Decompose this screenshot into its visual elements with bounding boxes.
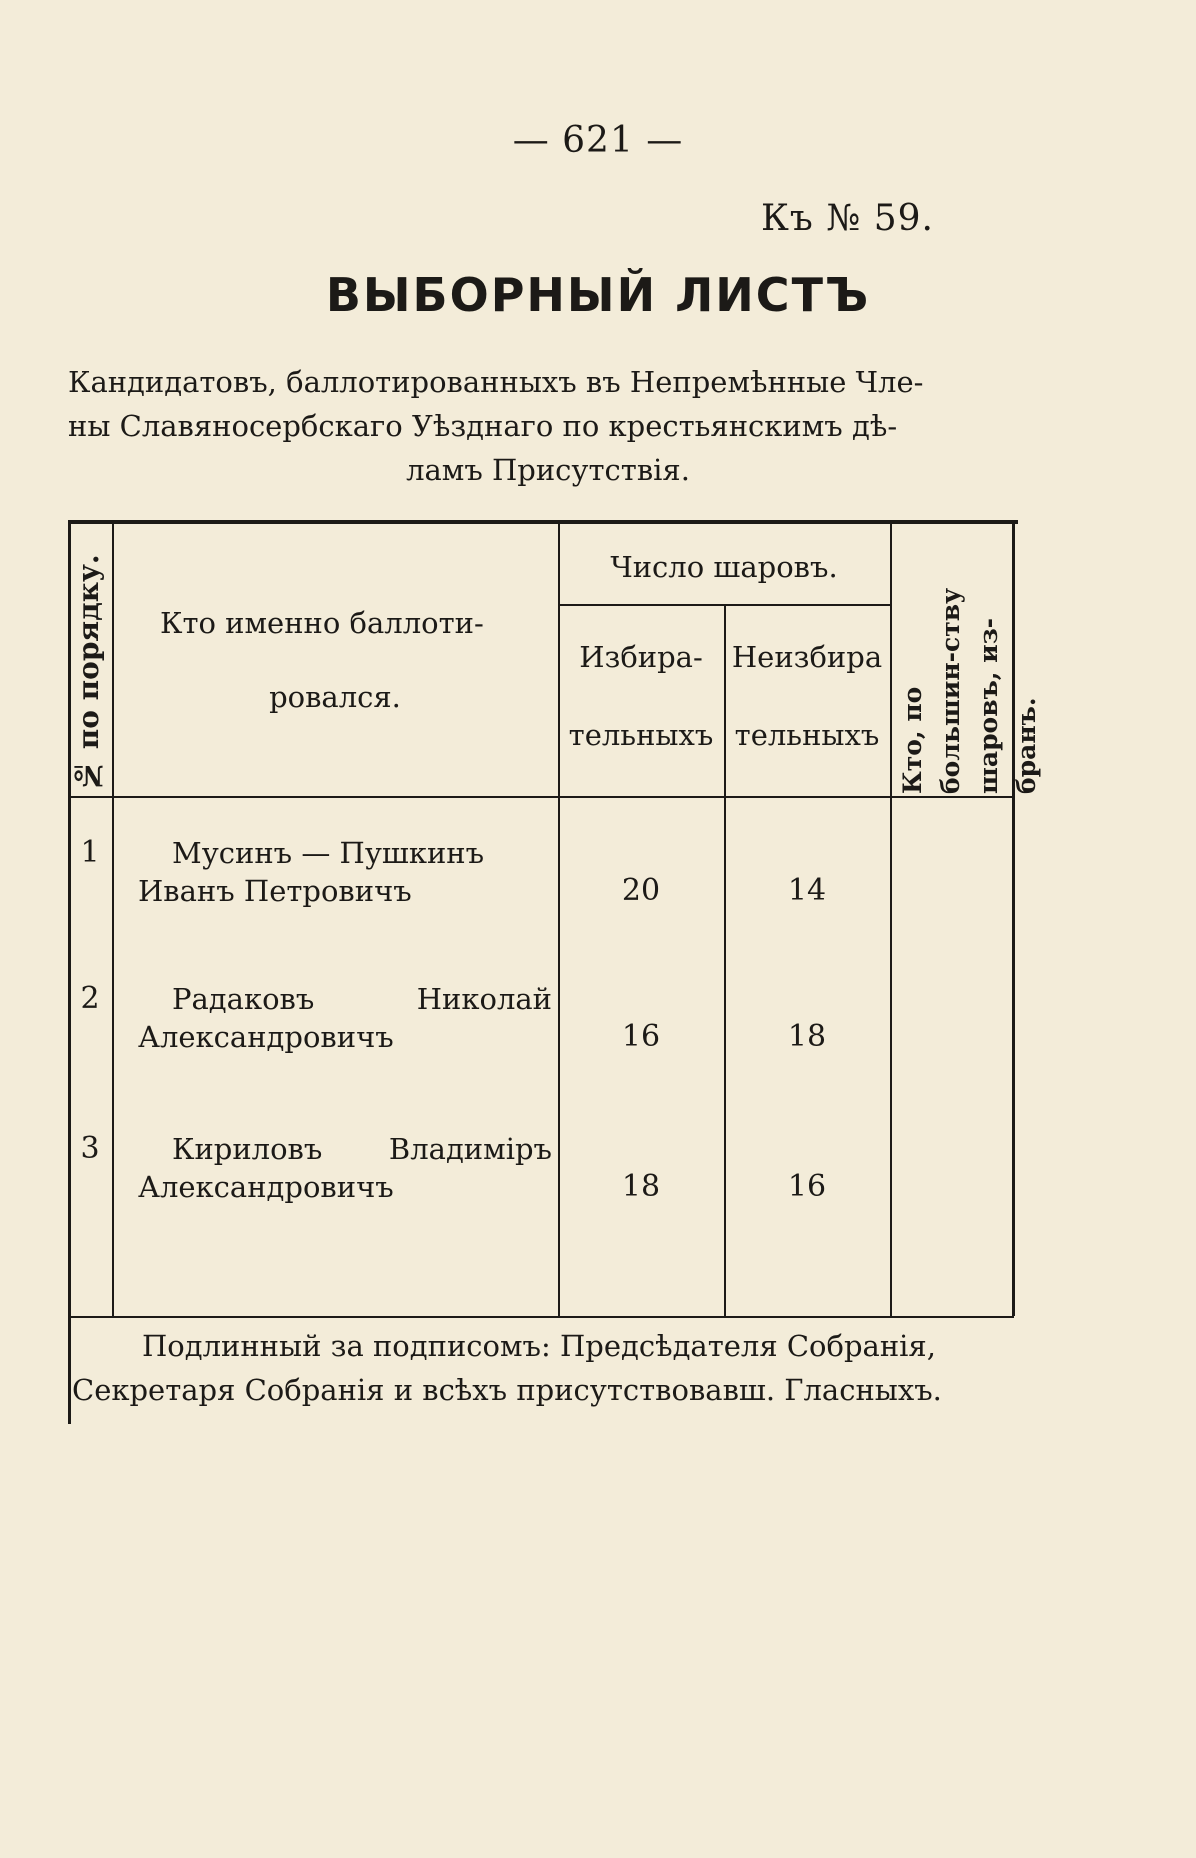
signature-note-line: Подлинный за подписомъ: Предсѣдателя Собранія, bbox=[142, 1329, 936, 1363]
document-subtitle bbox=[68, 360, 1028, 492]
table-divider-number bbox=[112, 524, 114, 1316]
row-name-line: Александровичъ bbox=[138, 1170, 394, 1204]
table-bottom-rule bbox=[68, 1316, 1014, 1318]
row-number: 3 bbox=[80, 1131, 100, 1166]
row-elect: 20 bbox=[621, 873, 661, 908]
subtitle-line: ламъ Присутствія. bbox=[406, 453, 690, 487]
header-chosen bbox=[894, 538, 1041, 794]
header-nonelect-line: Неизбира bbox=[731, 640, 883, 674]
signature-note-line: Секретаря Собранія и всѣхъ присутствовавш. Гласныхъ. bbox=[72, 1373, 942, 1407]
row-nonelect: 18 bbox=[787, 1019, 827, 1054]
votes-header-rule bbox=[558, 604, 890, 606]
subtitle-line: ны Славяносербскаго Уѣзднаго по крестьянскимъ дѣ- bbox=[68, 409, 898, 443]
row-name-line: Иванъ Петровичъ bbox=[138, 874, 412, 908]
row-name-line: Александровичъ bbox=[138, 1020, 394, 1054]
row-number: 1 bbox=[80, 835, 100, 870]
table-divider-nonelect bbox=[890, 524, 892, 1316]
row-number: 2 bbox=[80, 981, 100, 1016]
header-chosen-text: Кто, по большин-ству шаровъ, из-бранъ. bbox=[898, 587, 1041, 794]
header-votes: Число шаровъ. bbox=[610, 550, 838, 584]
ballot-table bbox=[68, 520, 1041, 1424]
header-number: № по порядку. bbox=[72, 554, 105, 792]
header-elect-line: тельныхъ bbox=[568, 718, 714, 752]
row-nonelect: 14 bbox=[787, 873, 827, 908]
row-name-line: Кириловъ Владиміръ bbox=[172, 1132, 552, 1166]
subtitle-line: Кандидатовъ, баллотированныхъ въ Непремѣнные Чле- bbox=[68, 365, 924, 399]
header-name-line: ровался. bbox=[269, 680, 401, 714]
header-name-line: Кто именно баллоти- bbox=[160, 606, 484, 640]
header-elect-line: Избира- bbox=[579, 640, 703, 674]
row-name-line: Радаковъ Николай bbox=[172, 982, 552, 1016]
document-title: ВЫБОРНЫЙ ЛИСТЪ bbox=[325, 268, 871, 322]
page-number: — 621 — bbox=[512, 120, 684, 161]
row-elect: 18 bbox=[621, 1169, 661, 1204]
signature-note bbox=[72, 1324, 1014, 1412]
header-bottom-rule bbox=[68, 796, 1014, 798]
table-divider-votes bbox=[724, 606, 726, 1316]
document-reference: Къ № 59. bbox=[761, 198, 934, 239]
header-nonelect-line: тельныхъ bbox=[734, 718, 880, 752]
row-nonelect: 16 bbox=[787, 1169, 827, 1204]
row-elect: 16 bbox=[621, 1019, 661, 1054]
table-border-left bbox=[68, 524, 71, 1424]
table-border-right bbox=[1012, 524, 1015, 1316]
row-name-line: Мусинъ — Пушкинъ bbox=[172, 836, 485, 870]
